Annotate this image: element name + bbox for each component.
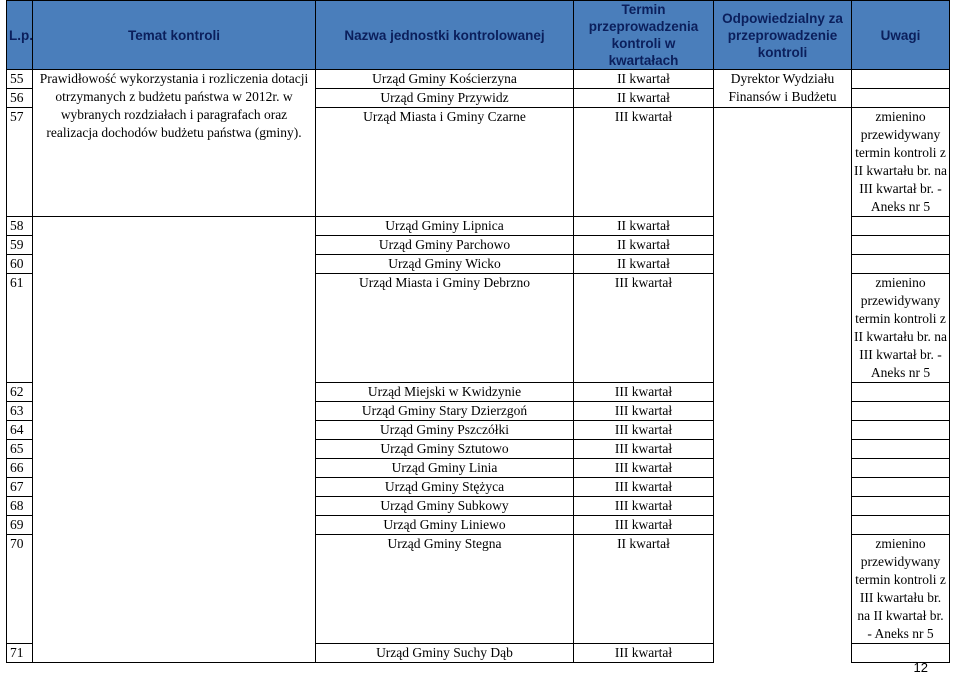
row-number: 63 <box>7 402 33 421</box>
responsible-empty-cell <box>714 421 852 440</box>
term-cell: III kwartał <box>574 516 714 535</box>
row-number: 56 <box>7 89 33 108</box>
table-row <box>7 478 950 497</box>
responsible-empty-cell <box>714 108 852 217</box>
notes-cell <box>852 255 950 274</box>
topic-empty-cell <box>33 421 316 440</box>
responsible-empty-cell <box>714 383 852 402</box>
unit-cell: Urząd Gminy Parchowo <box>316 236 574 255</box>
unit-cell: Urząd Miejski w Kwidzynie <box>316 383 574 402</box>
responsible-empty-cell <box>714 535 852 644</box>
unit-cell: Urząd Gminy Wicko <box>316 255 574 274</box>
unit-cell: Urząd Miasta i Gminy Czarne <box>316 108 574 217</box>
notes-cell <box>852 421 950 440</box>
table-row <box>7 516 950 535</box>
table-row <box>7 383 950 402</box>
table-row <box>7 255 950 274</box>
topic-empty-cell <box>33 274 316 383</box>
notes-cell <box>852 236 950 255</box>
topic-cell: Prawidłowość wykorzystania i rozliczenia dotacji otrzymanych z budżetu państwa w 2012r. w wybranych rozdziałach i paragrafach oraz realizacja dochodów budżetu państwa (gminy). <box>33 70 316 217</box>
unit-cell: Urząd Gminy Stegna <box>316 535 574 644</box>
topic-empty-cell <box>33 217 316 236</box>
term-cell: II kwartał <box>574 70 714 89</box>
control-plan-table <box>6 0 950 663</box>
notes-cell <box>852 440 950 459</box>
topic-empty-cell <box>33 383 316 402</box>
term-cell: III kwartał <box>574 402 714 421</box>
header-unit: Nazwa jednostki kontrolowanej <box>316 1 574 70</box>
unit-cell: Urząd Gminy Kościerzyna <box>316 70 574 89</box>
header-responsible: Odpowiedzialny za przeprowadzenie kontroli <box>714 1 852 70</box>
unit-cell: Urząd Gminy Przywidz <box>316 89 574 108</box>
notes-cell <box>852 516 950 535</box>
responsible-empty-cell <box>714 459 852 478</box>
table-row <box>7 440 950 459</box>
row-number: 55 <box>7 70 33 89</box>
unit-cell: Urząd Gminy Pszczółki <box>316 421 574 440</box>
topic-empty-cell <box>33 255 316 274</box>
unit-cell: Urząd Gminy Sztutowo <box>316 440 574 459</box>
notes-cell: zmienino przewidywany termin kontroli z III kwartału br. na II kwartał br. - Aneks nr 5 <box>852 535 950 644</box>
unit-cell: Urząd Miasta i Gminy Debrzno <box>316 274 574 383</box>
responsible-empty-cell <box>714 217 852 236</box>
table-row <box>7 402 950 421</box>
row-number: 70 <box>7 535 33 644</box>
header-term: Termin przeprowadzenia kontroli w kwartałach <box>574 1 714 70</box>
row-number: 65 <box>7 440 33 459</box>
table-row <box>7 217 950 236</box>
notes-cell <box>852 383 950 402</box>
term-cell: III kwartał <box>574 108 714 217</box>
header-notes: Uwagi <box>852 1 950 70</box>
unit-cell: Urząd Gminy Suchy Dąb <box>316 644 574 663</box>
row-number: 66 <box>7 459 33 478</box>
responsible-empty-cell <box>714 440 852 459</box>
term-cell: II kwartał <box>574 255 714 274</box>
header-topic: Temat kontroli <box>33 1 316 70</box>
term-cell: III kwartał <box>574 478 714 497</box>
responsible-empty-cell <box>714 274 852 383</box>
notes-cell <box>852 459 950 478</box>
table-row <box>7 421 950 440</box>
topic-empty-cell <box>33 516 316 535</box>
term-cell: III kwartał <box>574 644 714 663</box>
table-row <box>7 236 950 255</box>
term-cell: II kwartał <box>574 217 714 236</box>
topic-empty-cell <box>33 535 316 644</box>
row-number: 71 <box>7 644 33 663</box>
row-number: 57 <box>7 108 33 217</box>
responsible-empty-cell <box>714 497 852 516</box>
term-cell: II kwartał <box>574 236 714 255</box>
topic-empty-cell <box>33 440 316 459</box>
term-cell: III kwartał <box>574 421 714 440</box>
table-row <box>7 459 950 478</box>
term-cell: III kwartał <box>574 383 714 402</box>
notes-cell <box>852 70 950 89</box>
notes-cell: zmienino przewidywany termin kontroli z II kwartału br. na III kwartał br. - Aneks nr 5 <box>852 108 950 217</box>
responsible-empty-cell <box>714 478 852 497</box>
table-row <box>7 535 950 644</box>
term-cell: III kwartał <box>574 497 714 516</box>
responsible-empty-cell <box>714 236 852 255</box>
topic-empty-cell <box>33 644 316 663</box>
unit-cell: Urząd Gminy Stary Dzierzgoń <box>316 402 574 421</box>
term-cell: III kwartał <box>574 274 714 383</box>
topic-empty-cell <box>33 402 316 421</box>
responsible-empty-cell <box>714 644 852 663</box>
topic-empty-cell <box>33 497 316 516</box>
row-number: 68 <box>7 497 33 516</box>
row-number: 60 <box>7 255 33 274</box>
responsible-empty-cell <box>714 516 852 535</box>
table-row <box>7 70 950 89</box>
notes-cell <box>852 217 950 236</box>
responsible-empty-cell <box>714 402 852 421</box>
table-row <box>7 274 950 383</box>
notes-cell <box>852 89 950 108</box>
table-row <box>7 497 950 516</box>
responsible-empty-cell <box>714 255 852 274</box>
unit-cell: Urząd Gminy Linia <box>316 459 574 478</box>
row-number: 58 <box>7 217 33 236</box>
notes-cell <box>852 497 950 516</box>
notes-cell <box>852 644 950 663</box>
term-cell: II kwartał <box>574 535 714 644</box>
responsible-cell: Dyrektor Wydziału Finansów i Budżetu <box>714 70 852 108</box>
table-row <box>7 644 950 663</box>
term-cell: II kwartał <box>574 89 714 108</box>
row-number: 69 <box>7 516 33 535</box>
notes-cell <box>852 402 950 421</box>
unit-cell: Urząd Gminy Liniewo <box>316 516 574 535</box>
notes-cell <box>852 478 950 497</box>
row-number: 64 <box>7 421 33 440</box>
row-number: 62 <box>7 383 33 402</box>
row-number: 61 <box>7 274 33 383</box>
topic-empty-cell <box>33 459 316 478</box>
term-cell: III kwartał <box>574 459 714 478</box>
header-lp: L.p. <box>7 1 33 70</box>
page-number: 12 <box>913 660 928 675</box>
unit-cell: Urząd Gminy Lipnica <box>316 217 574 236</box>
term-cell: III kwartał <box>574 440 714 459</box>
row-number: 59 <box>7 236 33 255</box>
unit-cell: Urząd Gminy Subkowy <box>316 497 574 516</box>
topic-empty-cell <box>33 478 316 497</box>
unit-cell: Urząd Gminy Stężyca <box>316 478 574 497</box>
topic-empty-cell <box>33 236 316 255</box>
row-number: 67 <box>7 478 33 497</box>
notes-cell: zmienino przewidywany termin kontroli z II kwartału br. na III kwartał br. - Aneks nr 5 <box>852 274 950 383</box>
